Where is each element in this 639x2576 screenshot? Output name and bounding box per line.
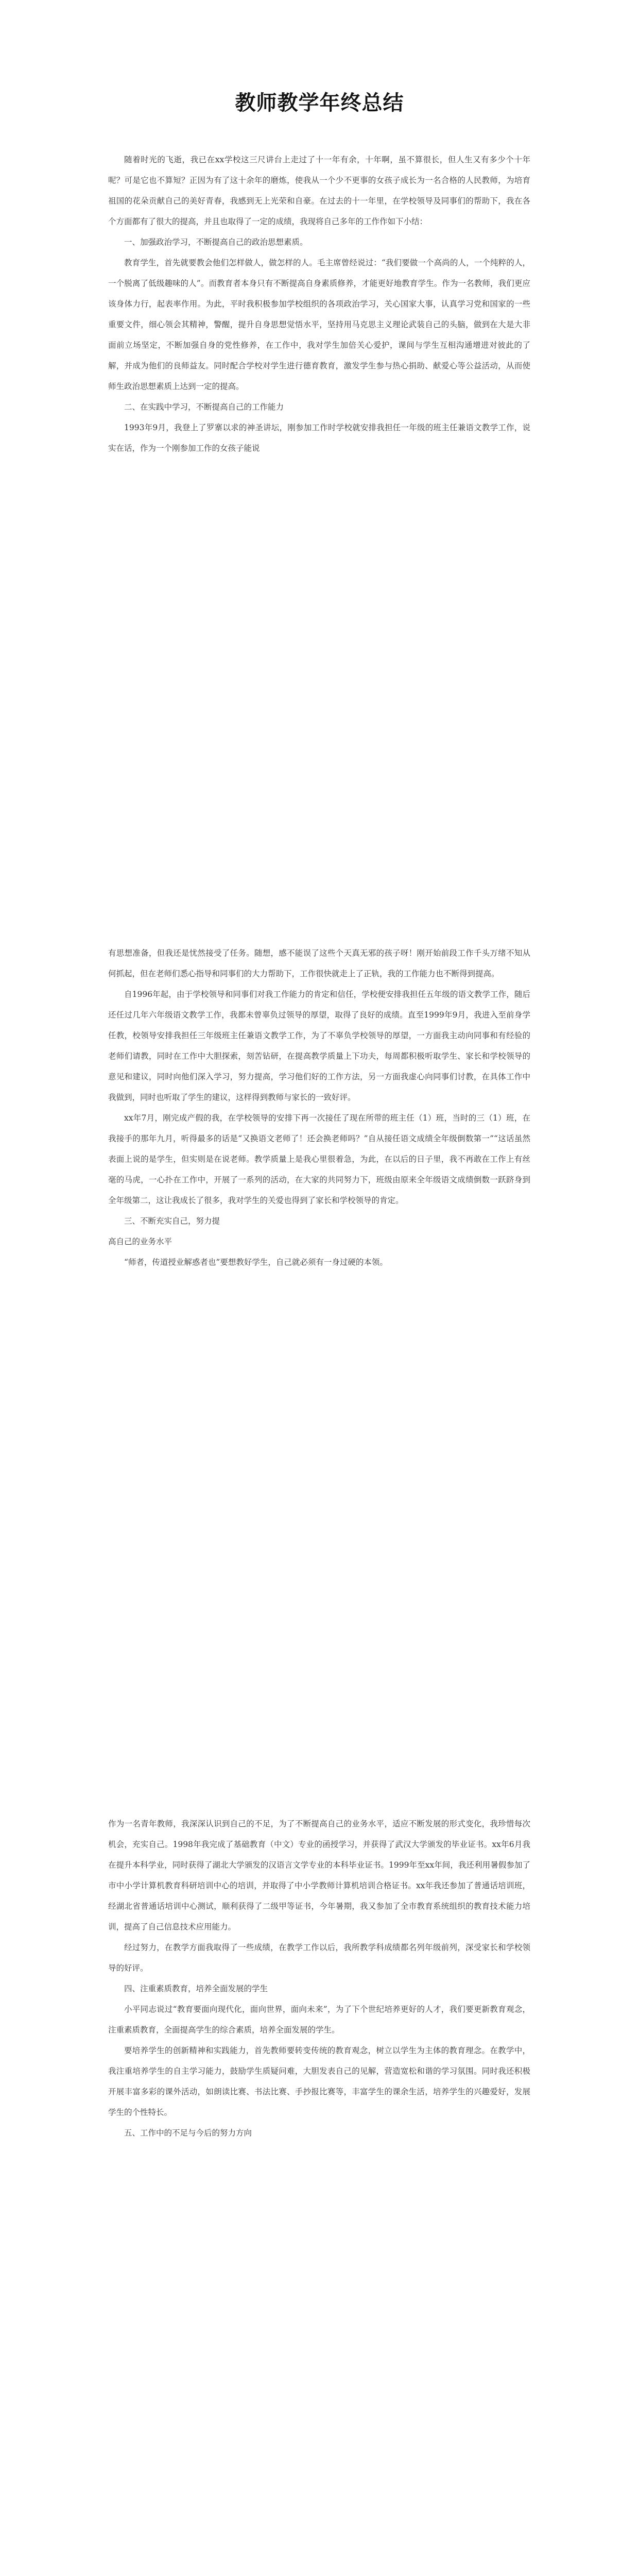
paragraph: 小平同志说过“教育要面向现代化，面向世界，面向未来”，为了下个世纪培养更好的人才，我们要更新教育观念，注重素质教育，全面提高学生的综合素质，培养全面发展的学生。	[108, 2005, 530, 2035]
section-1	[108, 149, 530, 459]
paragraph: 自1996年起，由于学校领导和同事们对我工作能力的肯定和信任，学校便安排我担任五年级的语文教学工作，随后还任过几年六年级语文教学工作，我都未曾辜负过领导的厚望，取得了良好的成绩。直至1999年9月，我进入至前身学任教，校领导安排我担任三年级班主任兼语文教学工作，为了不辜负学校领导的厚望，一方面我主动向同事和有经验的老师们请教，同时在工作中大胆探索，刻苦钻研，在提高教学质量上下功夫，每周都积极听取学生、家长和学校领导的意见和建议，同时向他们深入学习，努力提高，学习他们好的工作方法，另一方面我虚心向同事们讨教，在具体工作中我做到，同时也听取了学生的建议，这样得到教师与家长的一致好评。	[108, 990, 530, 1102]
section-heading: 五、工作中的不足与今后的努力方向	[124, 2128, 252, 2138]
paragraph: 有思想准备，但我还是忧然接受了任务。随想，感不能误了这些个天真无邪的孩子呀！刚开始前段工作千头万绪不知从何抓起，但在老师们悉心指导和同事们的大力帮助下，工作很快就走上了正轨，我的工作能力也不断得到提高。	[108, 948, 530, 978]
section-3	[108, 1814, 530, 2143]
paragraph: 高自己的业务水平	[108, 1237, 172, 1246]
paragraph: xx年7月，刚完成产假的我，在学校领导的安排下再一次接任了现在所带的班主任（1）班，当时的三（1）班，在我接手的那年九月，听得最多的话是“又换语文老师了！还会换老师吗？”自从接任语文成绩全年级倒数第一”“这话虽然表面上说的是学生，但实则是在说老师。教学质量上是我心里很着急，为此，在以后的日子里，我不再敢在工作上有丝毫的马虎，一心扑在工作中，开展了一系列的活动，在大家的共同努力下，班级由原来全年级语文成绩倒数一跃跻身到全年级第二，这让我成长了很多，我对学生的关爱也得到了家长和学校领导的肯定。	[108, 1113, 530, 1205]
paragraph: “师者，传道授业解惑者也”要想教好学生，自己就必须有一身过硬的本领。	[124, 1258, 388, 1267]
paragraph: 随着时光的飞逝，我已在xx学校这三尺讲台上走过了十一年有余，十年啊，虽不算很长，但人生又有多少个十年呢？可是它也不算短？正因为有了这十余年的磨炼，使我从一个少不更事的女孩子成长为一名合格的人民教师，为培育祖国的花朵贡献自己的美好青春，我感到无上光荣和自豪。在过去的十一年里，在学校领导及同事们的帮助下，我在各个方面都有了很大的提高，并且也取得了一定的成绩，我现将自己多年的工作作如下小结：	[108, 155, 530, 226]
paragraph: 要培养学生的创新精神和实践能力，首先教师要转变传统的教育观念，树立以学生为主体的教育理念。在教学中，我注重培养学生的自主学习能力，鼓励学生质疑问难，大胆发表自己的见解，营造宽松和谐的学习氛围。同时我还积极开展丰富多彩的课外活动，如朗读比赛、书法比赛、手抄报比赛等，丰富学生的课余生活，培养学生的兴趣爱好，发展学生的个性特长。	[108, 2046, 530, 2117]
section-heading: 一、加强政治学习，不断提高自己的政治思想素质。	[124, 238, 308, 247]
paragraph: 1993年9月，我登上了罗寨以求的神圣讲坛，刚参加工作时学校就安排我担任一年级的班主任兼语文教学工作，说实在话，作为一个刚参加工作的女孩子能说	[108, 423, 530, 453]
section-heading: 四、注重素质教育，培养全面发展的学生	[124, 1984, 268, 1993]
paragraph: 作为一名青年教师，我深深认识到自己的不足，为了不断提高自己的业务水平，适应不断发展的形式变化，我珍惜每次机会，充实自己。1998年我完成了基础教育（中文）专业的函授学习，并获得了武汉大学颁发的毕业证书。xx年6月我在提升本科学业，同时获得了湖北大学颁发的汉语言文学专业的本科毕业证书。1999年至xx年间，我还利用暑假参加了市中小学计算机教育科研培训中心的培训，并取得了中小学教师计算机培训合格证书。xx年我还参加了普通话培训班，经湖北省普通话培训中心测试，顺利获得了二级甲等证书，今年暑期，我又参加了全市教育系统组织的教育技术能力培训，提高了自己信息技术应用能力。	[108, 1819, 530, 1931]
section-heading: 三、不断充实自己，努力提	[124, 1216, 220, 1226]
document-title: 教师教学年终总结	[235, 91, 404, 115]
section-heading: 二、在实践中学习，不断提高自己的工作能力	[124, 402, 284, 412]
section-2	[108, 943, 530, 1273]
paragraph: 教育学生，首先就要教会他们怎样做人，做怎样的人。毛主席曾经说过：“我们要做一个高尚的人，一个纯粹的人，一个脱离了低级趣味的人”。而教育者本身只有不断提高自身素质修养，才能更好地教育学生。作为一名教师，我们更应该身体力行，起表率作用。为此，平时我积极参加学校组织的各项政治学习，关心国家大事，认真学习党和国家的一些重要文件，细心领会其精神，警醒，提升自身思想觉悟水平，坚持用马克思主义理论武装自己的头脑，做到在大是大非面前立场坚定，不断加强自身的党性修养，在工作中，我对学生加倍关心爱护，课间与学生互相沟通增进对彼此的了解，并成为他们的良师益友。同时配合学校对学生进行德育教育，激发学生参与热心捐助、献爱心等公益活动，从而使师生政治思想素质上达到一定的提高。	[108, 258, 530, 391]
paragraph: 经过努力，在教学方面我取得了一些成绩，在教学工作以后，我所教学科成绩都名列年级前列，深受家长和学校领导的好评。	[108, 1943, 530, 1973]
